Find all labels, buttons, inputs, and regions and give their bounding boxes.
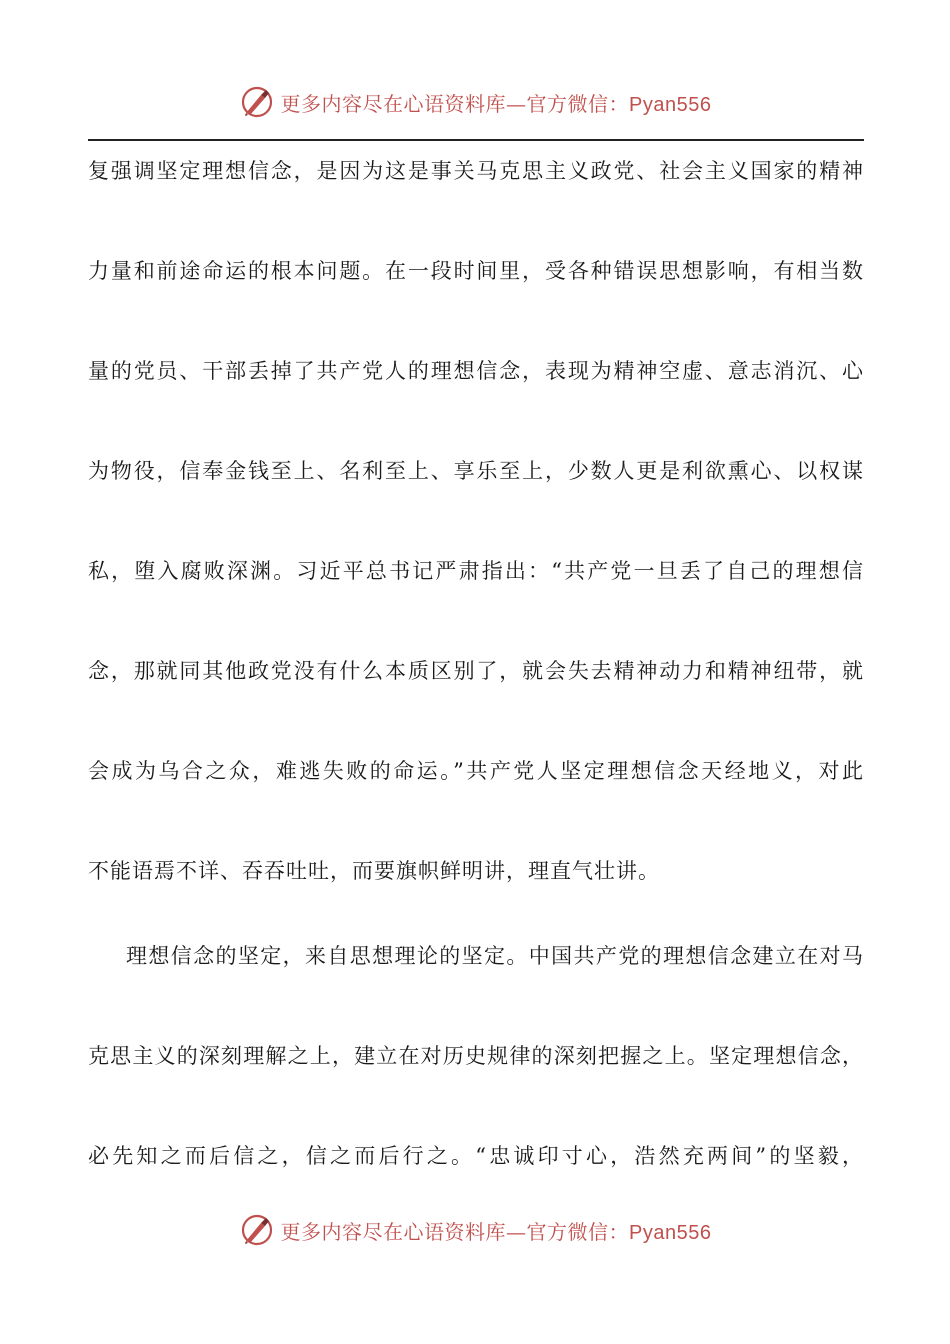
header-banner <box>0 80 950 124</box>
body-line-10: 克思主义的深刻理解之上，建立在对历史规律的深刻把握之上。坚定理想信念， <box>88 1044 864 1068</box>
body-line-4: 为物役，信奉金钱至上、名利至上、享乐至上，少数人更是利欲熏心、以权谋 <box>88 459 864 483</box>
footer-banner-cn: 更多内容尽在心语资料库—官方微信： <box>280 1219 630 1244</box>
body-line-3: 量的党员、干部丢掉了共产党人的理想信念，表现为精神空虚、意志消沉、心 <box>88 359 864 383</box>
body-line-2: 力量和前途命运的根本问题。在一段时间里，受各种错误思想影响，有相当数 <box>88 259 864 283</box>
footer-banner-text <box>281 1216 712 1245</box>
header-banner-inner <box>239 84 712 120</box>
footer-banner <box>0 1208 950 1252</box>
pen-logo-icon <box>239 1212 275 1248</box>
footer-banner-id: Pyan556 <box>629 1221 712 1244</box>
pen-logo-icon <box>239 84 275 120</box>
body-line-1: 复强调坚定理想信念，是因为这是事关马克思主义政党、社会主义国家的精神 <box>88 159 864 183</box>
body-line-9: 理想信念的坚定，来自思想理论的坚定。中国共产党的理想信念建立在对马 <box>126 944 864 968</box>
body-line-7: 会成为乌合之众，难逃失败的命运。”共产党人坚定理想信念天经地义，对此 <box>88 759 864 783</box>
header-rule <box>88 139 864 141</box>
footer-banner-inner <box>239 1212 712 1248</box>
body-line-6: 念，那就同其他政党没有什么本质区别了，就会失去精神动力和精神纽带，就 <box>88 659 864 683</box>
header-banner-text <box>281 88 712 117</box>
header-banner-cn: 更多内容尽在心语资料库—官方微信： <box>280 91 630 116</box>
body-line-11: 必先知之而后信之，信之而后行之。“忠诚印寸心，浩然充两间”的坚毅， <box>88 1144 864 1168</box>
body-line-8: 不能语焉不详、吞吞吐吐，而要旗帜鲜明讲，理直气壮讲。 <box>88 859 660 883</box>
header-banner-id: Pyan556 <box>629 93 712 116</box>
body-line-5: 私，堕入腐败深渊。习近平总书记严肃指出：“共产党一旦丢了自己的理想信 <box>88 559 864 583</box>
